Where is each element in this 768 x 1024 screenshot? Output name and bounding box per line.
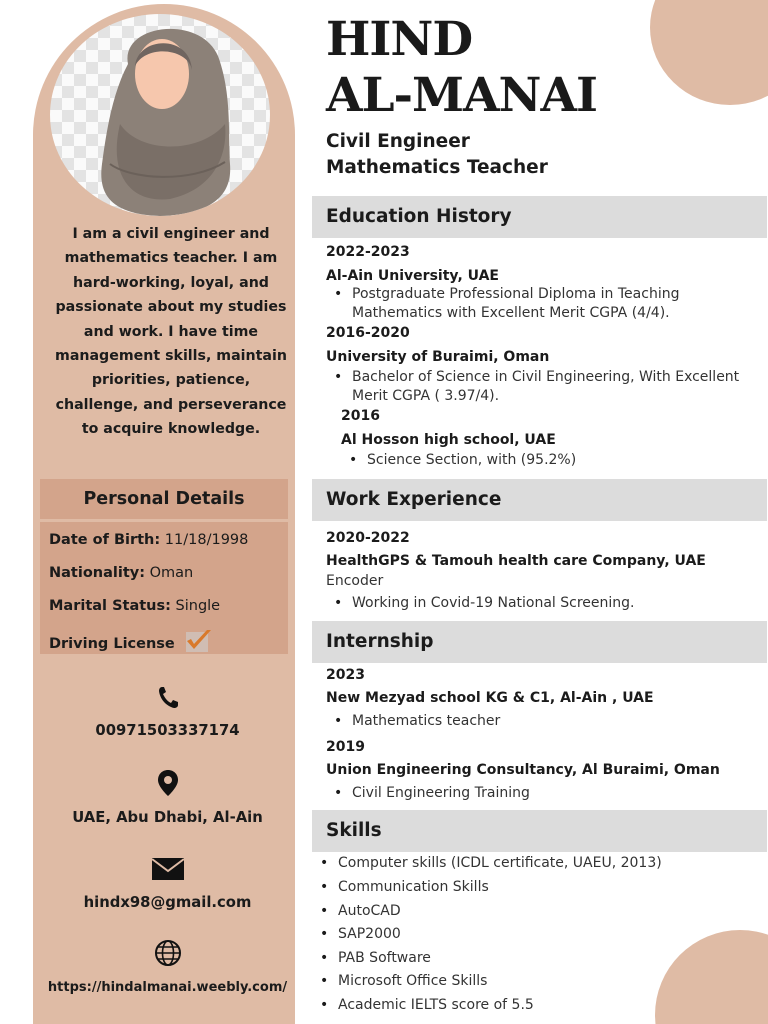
personal-details-box — [40, 522, 288, 654]
work-experience-heading: Work Experience — [312, 479, 767, 521]
marital-row — [49, 595, 288, 628]
internship-detail: • Mathematics teacher — [352, 712, 500, 731]
education-institution: University of Buraimi, Oman — [326, 349, 550, 365]
email-address[interactable]: hindx98@gmail.com — [83, 894, 252, 911]
nationality-label: Nationality: — [49, 565, 146, 581]
about-me-text: I am a civil engineer and mathematics teacher. I am hard-working, loyal, and passionate about my studies and work. I have time management skills, maintain priorities, patience, challenge, and perseverance to acquire knowledge. — [55, 226, 287, 438]
internship-detail: • Civil Engineering Training — [352, 784, 530, 803]
title-line-2: Mathematics Teacher — [326, 157, 548, 178]
location-pin-icon — [150, 768, 186, 798]
skill-item: • SAP2000 — [338, 925, 401, 944]
internship-org: New Mezyad school KG & C1, Al-Ain , UAE — [326, 690, 654, 706]
marital-value: Single — [175, 598, 221, 614]
skill-item: • Academic IELTS score of 5.5 — [338, 996, 534, 1015]
name-line-1: HIND — [326, 12, 473, 67]
decorative-circle-bottom — [655, 930, 768, 1024]
decorative-circle-top — [650, 0, 768, 105]
checkmark-icon — [183, 628, 213, 654]
title-line-1: Civil Engineer — [326, 131, 470, 152]
skill-item: • Computer skills (ICDL certificate, UAEU, 2013) — [338, 854, 662, 873]
dob-value: 11/18/1998 — [164, 532, 249, 548]
education-detail: • Science Section, with (95.2%) — [367, 451, 576, 470]
work-company: HealthGPS & Tamouh health care Company, UAE — [326, 553, 706, 569]
work-year: 2020-2022 — [326, 530, 410, 546]
profile-photo — [50, 14, 270, 216]
dob-row — [49, 529, 288, 562]
globe-icon — [150, 939, 186, 969]
skill-item: • PAB Software — [338, 949, 431, 968]
skill-item: • Microsoft Office Skills — [338, 972, 487, 991]
nationality-row — [49, 562, 288, 595]
internship-year: 2023 — [326, 667, 365, 683]
education-year: 2016 — [341, 408, 380, 424]
website-link[interactable]: https://hindalmanai.weebly.com/ — [47, 980, 288, 995]
internship-heading: Internship — [312, 621, 767, 663]
email-icon — [150, 855, 186, 885]
driving-label: Driving License — [49, 636, 175, 652]
work-detail: • Working in Covid-19 National Screening. — [352, 594, 635, 613]
nationality-value: Oman — [149, 565, 194, 581]
full-name — [326, 12, 597, 124]
education-institution: Al-Ain University, UAE — [326, 268, 499, 284]
driving-row — [49, 628, 288, 661]
education-detail: • Postgraduate Professional Diploma in Teaching Mathematics with Excellent Merit CGPA (4/4). — [352, 285, 679, 323]
professional-titles — [326, 129, 548, 181]
skill-item: • Communication Skills — [338, 878, 489, 897]
education-year: 2022-2023 — [326, 244, 410, 260]
personal-details-heading: Personal Details — [40, 479, 288, 519]
marital-label: Marital Status: — [49, 598, 171, 614]
phone-icon — [150, 682, 186, 712]
hijab-avatar-illustration — [50, 14, 270, 216]
education-institution: Al Hosson high school, UAE — [341, 432, 556, 448]
location-text: UAE, Abu Dhabi, Al-Ain — [72, 809, 263, 826]
name-line-2: AL-MANAI — [326, 68, 597, 123]
skills-heading: Skills — [312, 810, 767, 852]
dob-label: Date of Birth: — [49, 532, 161, 548]
work-role: Encoder — [326, 573, 384, 589]
phone-number[interactable]: 00971503337174 — [95, 722, 240, 739]
education-detail: • Bachelor of Science in Civil Engineering, With Excellent Merit CGPA ( 3.97/4). — [352, 368, 739, 406]
internship-org: Union Engineering Consultancy, Al Buraimi, Oman — [326, 762, 720, 778]
skill-item: • AutoCAD — [338, 902, 401, 921]
education-heading: Education History — [312, 196, 767, 238]
education-year: 2016-2020 — [326, 325, 410, 341]
internship-year: 2019 — [326, 739, 365, 755]
